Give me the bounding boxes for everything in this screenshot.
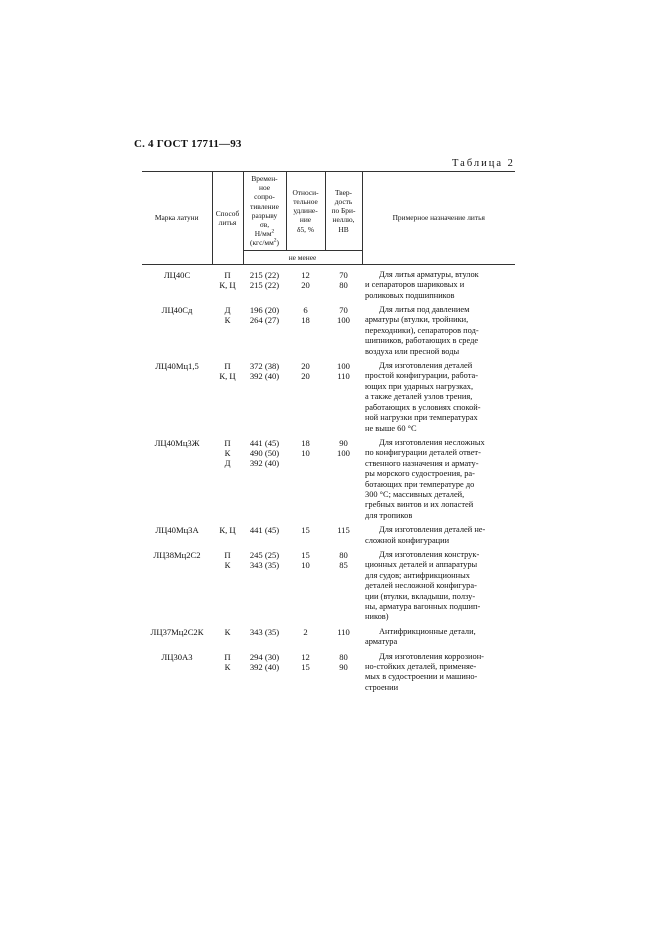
method-cell-line: К, Ц <box>219 525 236 536</box>
hardness-cell-line: 110 <box>337 626 350 637</box>
strength-cell-line: 392 (40) <box>249 371 280 382</box>
purpose-cell-line: а также деталей узлов трения, <box>365 392 473 402</box>
method-cell-line: К <box>224 559 231 570</box>
grade-cell: ЛЦ40Сд <box>161 305 193 316</box>
strength-cell <box>243 434 286 521</box>
elongation-cell-line: 15 <box>301 549 310 560</box>
purpose-cell-line: для судов; антифрикционных <box>365 570 470 580</box>
purpose-cell-line: для тропиков <box>365 510 413 520</box>
purpose-cell-line: не выше 60 °С <box>365 423 417 433</box>
hardness-cell <box>325 648 362 694</box>
hardness-cell <box>325 264 362 301</box>
elongation-cell-line: 6 <box>303 305 308 316</box>
table-row <box>142 264 515 301</box>
method-cell <box>212 434 243 521</box>
method-cell <box>212 521 243 546</box>
hardness-cell <box>325 623 362 648</box>
purpose-cell-line: по конфигурации деталей ответ- <box>365 448 481 458</box>
subheader-not-less: не менее <box>243 250 362 264</box>
table-row <box>142 434 515 521</box>
table-row <box>142 521 515 546</box>
elongation-cell-line: 12 <box>301 269 310 280</box>
strength-cell-line: 392 (40) <box>249 457 280 468</box>
method-cell <box>212 623 243 648</box>
purpose-cell-line: Для изготовления деталей <box>379 361 473 371</box>
purpose-cell-line: ной нагрузки при температурах <box>365 413 478 423</box>
purpose-cell-line: переходники), сепараторов под- <box>365 325 479 335</box>
elongation-cell-line: 10 <box>301 559 310 570</box>
method-cell-line: К <box>224 661 231 672</box>
method-cell-line: К, Ц <box>219 279 236 290</box>
purpose-cell <box>362 301 515 357</box>
strength-cell-line: 196 (20) <box>249 305 280 316</box>
strength-cell-line: 392 (40) <box>249 661 280 672</box>
strength-cell-line: 441 (45) <box>249 437 280 448</box>
table-caption: Таблица 2 <box>452 158 515 169</box>
col-header-hardness: Твер- дость по Бри- неллю, НВ <box>325 172 362 251</box>
elongation-cell <box>286 521 325 546</box>
method-cell <box>212 357 243 434</box>
method-cell-line: Д <box>224 305 231 316</box>
strength-cell-line: 490 (50) <box>249 447 280 458</box>
purpose-cell-line: ственного назначения и армату- <box>365 458 479 468</box>
purpose-cell <box>362 357 515 434</box>
table-row <box>142 648 515 694</box>
purpose-cell-line: Для литья под давлением <box>379 305 470 315</box>
strength-cell-line: 215 (22) <box>249 279 280 290</box>
grade-cell: ЛЦ40Мц1,5 <box>155 361 199 372</box>
hardness-cell <box>325 546 362 623</box>
strength-cell-line: 245 (25) <box>249 549 280 560</box>
table-row <box>142 357 515 434</box>
purpose-cell-line: арматуры (втулки, тройники, <box>365 315 469 325</box>
strength-cell-line: 294 (30) <box>249 651 280 662</box>
hardness-cell-line: 70 <box>339 305 348 316</box>
hardness-cell-line: 100 <box>337 315 350 326</box>
grade-cell: ЛЦ30А3 <box>161 651 193 662</box>
purpose-cell-line: ющих при ударных нагрузках, <box>365 381 474 391</box>
hardness-cell <box>325 301 362 357</box>
strength-cell-line: 343 (35) <box>249 559 280 570</box>
hardness-cell <box>325 521 362 546</box>
strength-cell <box>243 623 286 648</box>
grade-cell: ЛЦ38Мц2С2 <box>153 549 201 560</box>
method-cell-line: Д <box>224 457 231 468</box>
hardness-cell-line: 100 <box>337 361 350 372</box>
method-cell-line: П <box>224 549 231 560</box>
brass-grades-table <box>142 171 515 693</box>
page-header: С. 4 ГОСТ 17711—93 <box>134 138 242 150</box>
hardness-cell-line: 100 <box>337 447 350 458</box>
method-cell <box>212 301 243 357</box>
col-header-purpose: Примерное назначение литья <box>362 172 515 265</box>
method-cell <box>212 264 243 301</box>
col-header-strength: Времен- ное сопро- тивление разрыву σв, $Н/мм^2$ $(кгс/мм^2)$ <box>243 172 286 251</box>
strength-cell <box>243 264 286 301</box>
table-row <box>142 623 515 648</box>
method-cell-line: П <box>224 651 231 662</box>
elongation-cell <box>286 264 325 301</box>
hardness-cell-line: 90 <box>339 661 348 672</box>
purpose-cell-line: ционных деталей и аппаратуры <box>365 560 478 570</box>
purpose-cell-line: и сепараторов шариковых и <box>365 280 465 290</box>
hardness-cell <box>325 357 362 434</box>
purpose-cell-line: ботающих при температуре до <box>365 479 475 489</box>
purpose-cell-line: арматура <box>365 637 398 647</box>
purpose-cell-line: шипников, работающих в среде <box>365 336 479 346</box>
elongation-cell-line: 20 <box>301 279 310 290</box>
hardness-cell-line: 90 <box>339 437 348 448</box>
grade-cell: ЛЦ40Мц3Ж <box>154 437 200 448</box>
elongation-cell <box>286 648 325 694</box>
purpose-cell-line: строении <box>365 682 399 692</box>
elongation-cell-line: 10 <box>301 447 310 458</box>
elongation-cell <box>286 357 325 434</box>
method-cell-line: К, Ц <box>219 371 236 382</box>
purpose-cell-line: ции (втулки, вкладыши, ползу- <box>365 591 476 601</box>
elongation-cell-line: 18 <box>301 315 310 326</box>
purpose-cell-line: деталей несложной конфигура- <box>365 581 477 591</box>
purpose-cell <box>362 648 515 694</box>
hardness-cell-line: 110 <box>337 371 350 382</box>
purpose-cell <box>362 434 515 521</box>
elongation-cell <box>286 623 325 648</box>
col-header-elongation: Относи- тельное удлине- ние δ5, % <box>286 172 325 251</box>
hardness-cell-line: 80 <box>339 651 348 662</box>
hardness-cell-line: 85 <box>339 559 348 570</box>
table-row <box>142 546 515 623</box>
strength-cell-line: 372 (38) <box>249 361 280 372</box>
purpose-cell-line: ны, арматура вагонных подшип- <box>365 602 481 612</box>
purpose-cell-line: роликовых подшипников <box>365 290 455 300</box>
hardness-cell-line: 80 <box>339 279 348 290</box>
elongation-cell-line: 20 <box>301 361 310 372</box>
purpose-cell-line: но-стойких деталей, применяе- <box>365 662 477 672</box>
col-header-method: Способ литья <box>212 172 243 265</box>
method-cell-line: К <box>224 626 231 637</box>
hardness-cell <box>325 434 362 521</box>
purpose-cell-line: гребных винтов и их лопастей <box>365 500 474 510</box>
grade-cell: ЛЦ40С <box>163 269 191 280</box>
purpose-cell-line: ры морского судостроения, ра- <box>365 469 475 479</box>
method-cell-line: П <box>224 269 231 280</box>
purpose-cell-line: мых в судостроении и машино- <box>365 672 478 682</box>
strength-cell-line: 343 (35) <box>249 626 280 637</box>
method-cell <box>212 648 243 694</box>
purpose-cell <box>362 521 515 546</box>
grade-cell: ЛЦ37Мц2С2К <box>150 626 204 637</box>
elongation-cell <box>286 301 325 357</box>
purpose-cell-line: Для изготовления несложных <box>379 437 485 447</box>
purpose-cell-line: сложной конфигурации <box>365 535 450 545</box>
strength-cell <box>243 521 286 546</box>
method-cell-line: К <box>224 447 231 458</box>
table-row <box>142 301 515 357</box>
elongation-cell-line: 20 <box>301 371 310 382</box>
purpose-cell-line: Для изготовления коррозион- <box>379 651 484 661</box>
hardness-cell-line: 115 <box>337 525 350 536</box>
purpose-cell-line: Для изготовления деталей не- <box>379 525 486 535</box>
strength-cell <box>243 357 286 434</box>
purpose-cell-line: Антифрикционные детали, <box>379 626 476 636</box>
hardness-cell-line: 80 <box>339 549 348 560</box>
elongation-cell <box>286 546 325 623</box>
elongation-cell-line: 15 <box>301 525 310 536</box>
purpose-cell-line: ников) <box>365 612 389 622</box>
strength-cell-line: 215 (22) <box>249 269 280 280</box>
purpose-cell-line: работающих в условиях спокой- <box>365 402 481 412</box>
purpose-cell-line: Для изготовления конструк- <box>379 549 480 559</box>
purpose-cell <box>362 546 515 623</box>
purpose-cell-line: воздуха или пресной воды <box>365 346 460 356</box>
purpose-cell-line: Для литья арматуры, втулок <box>379 269 479 279</box>
strength-cell <box>243 301 286 357</box>
elongation-cell-line: 12 <box>301 651 310 662</box>
purpose-cell-line: простой конфигурации, работа- <box>365 371 478 381</box>
elongation-cell-line: 15 <box>301 661 310 672</box>
elongation-cell <box>286 434 325 521</box>
purpose-cell <box>362 264 515 301</box>
method-cell-line: П <box>224 437 231 448</box>
purpose-cell <box>362 623 515 648</box>
col-header-grade: Марка латуни <box>142 172 212 265</box>
purpose-cell-line: 300 °С; массивных деталей, <box>365 489 465 499</box>
strength-cell <box>243 546 286 623</box>
hardness-cell-line: 70 <box>339 269 348 280</box>
method-cell-line: П <box>224 361 231 372</box>
strength-cell-line: 441 (45) <box>249 525 280 536</box>
strength-cell <box>243 648 286 694</box>
grade-cell: ЛЦ40Мц3А <box>155 525 199 536</box>
method-cell-line: К <box>224 315 231 326</box>
strength-cell-line: 264 (27) <box>249 315 280 326</box>
method-cell <box>212 546 243 623</box>
elongation-cell-line: 2 <box>303 626 308 637</box>
elongation-cell-line: 18 <box>301 437 310 448</box>
